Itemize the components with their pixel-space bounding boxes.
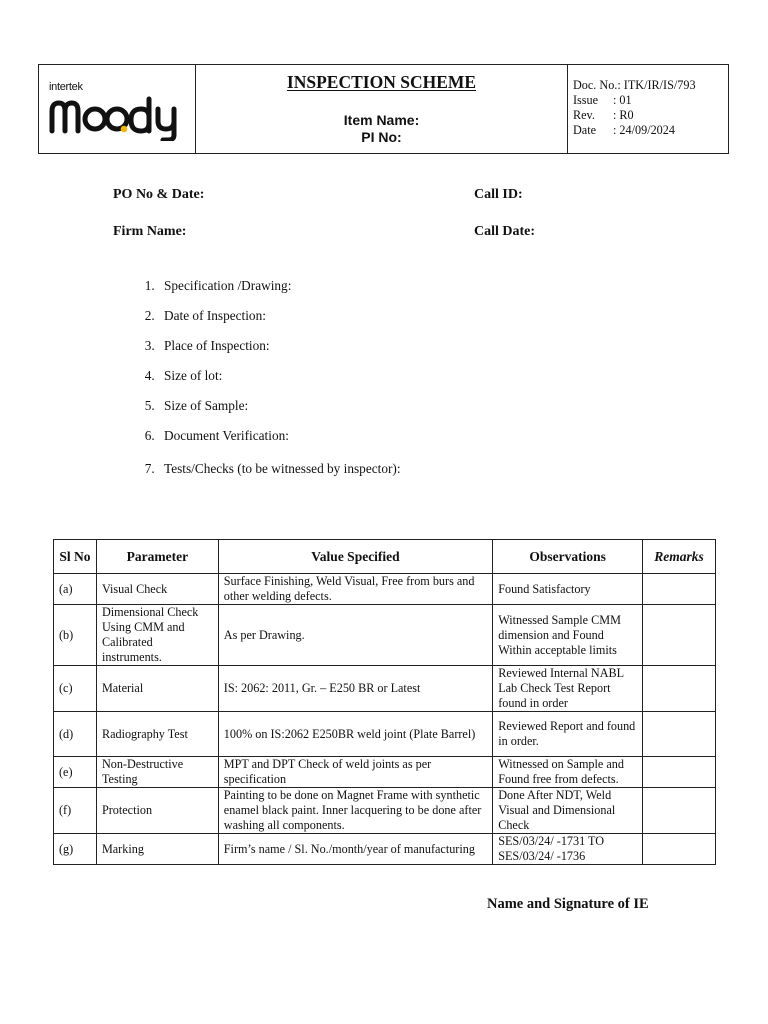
issue-key: Issue — [573, 93, 599, 107]
document-header — [38, 64, 729, 154]
cell-remarks — [643, 574, 716, 605]
cell-sl: (a) — [54, 574, 97, 605]
cell-value: MPT and DPT Check of weld joints as per specification — [218, 757, 492, 788]
col-header-parameter: Parameter — [96, 540, 218, 574]
firm-name-label: Firm Name: — [113, 224, 187, 239]
col-header-remarks: Remarks — [643, 540, 716, 574]
col-header-value-specified: Value Specified — [218, 540, 492, 574]
date-value: : 24/09/2024 — [613, 123, 675, 137]
doc-no-key: Doc. No. — [573, 78, 618, 92]
cell-parameter: Radiography Test — [96, 712, 218, 757]
cell-remarks — [643, 605, 716, 666]
cell-remarks — [643, 712, 716, 757]
pi-no-label: PI No: — [361, 129, 402, 145]
checklist-item: 5. Size of Sample: — [158, 398, 401, 428]
logo-cell — [39, 65, 196, 153]
signature-label: Name and Signature of IE — [487, 896, 649, 912]
title-cell — [196, 65, 568, 153]
cell-sl: (f) — [54, 788, 97, 834]
cell-sl: (c) — [54, 666, 97, 712]
cell-parameter: Dimensional Check Using CMM and Calibrated instruments. — [96, 605, 218, 666]
intertek-wordmark: intertek — [49, 81, 83, 93]
cell-value: 100% on IS:2062 E250BR weld joint (Plate Barrel) — [218, 712, 492, 757]
rev-key: Rev. — [573, 108, 595, 122]
table-row — [54, 605, 716, 666]
rev-row — [573, 108, 728, 123]
item-name-label: Item Name: — [343, 112, 420, 128]
checklist-item: 3. Place of Inspection: — [158, 338, 401, 368]
cell-parameter: Marking — [96, 834, 218, 865]
table-header-row — [54, 540, 716, 574]
cell-observation: Done After NDT, Weld Visual and Dimensional Check — [493, 788, 643, 834]
col-header-sl-no: Sl No — [54, 540, 97, 574]
po-no-date-label: PO No & Date: — [113, 187, 205, 202]
cell-observation: Witnessed Sample CMM dimension and Found Within acceptable limits — [493, 605, 643, 666]
page-title: INSPECTION SCHEME — [286, 72, 477, 92]
table-row — [54, 834, 716, 865]
cell-value: Firm’s name / Sl. No./month/year of manufacturing — [218, 834, 492, 865]
table-row — [54, 712, 716, 757]
table-row — [54, 788, 716, 834]
cell-sl: (b) — [54, 605, 97, 666]
date-key: Date — [573, 123, 597, 137]
table-row — [54, 666, 716, 712]
moody-logo — [48, 91, 182, 141]
cell-parameter: Protection — [96, 788, 218, 834]
cell-observation: Reviewed Internal NABL Lab Check Test Report found in order — [493, 666, 643, 712]
cell-observation: Reviewed Report and found in order. — [493, 712, 643, 757]
cell-sl: (d) — [54, 712, 97, 757]
col-header-observations: Observations — [493, 540, 643, 574]
cell-observation: Witnessed on Sample and Found free from defects. — [493, 757, 643, 788]
cell-parameter: Visual Check — [96, 574, 218, 605]
cell-parameter: Non-Destructive Testing — [96, 757, 218, 788]
table-row — [54, 574, 716, 605]
cell-value: As per Drawing. — [218, 605, 492, 666]
inspection-checklist — [110, 278, 401, 491]
cell-observation: SES/03/24/ -1731 TO SES/03/24/ -1736 — [493, 834, 643, 865]
checklist-item: 4. Size of lot: — [158, 368, 401, 398]
cell-parameter: Material — [96, 666, 218, 712]
cell-remarks — [643, 834, 716, 865]
cell-sl: (g) — [54, 834, 97, 865]
checklist-item: 1. Specification /Drawing: — [158, 278, 401, 308]
doc-info — [568, 65, 728, 153]
cell-remarks — [643, 757, 716, 788]
cell-value: IS: 2062: 2011, Gr. – E250 BR or Latest — [218, 666, 492, 712]
call-date-label: Call Date: — [474, 224, 536, 239]
cell-remarks — [643, 788, 716, 834]
cell-observation: Found Satisfactory — [493, 574, 643, 605]
table-row — [54, 757, 716, 788]
checklist-item: 6. Document Verification: — [158, 428, 401, 458]
date-row — [573, 123, 728, 138]
checklist-item: 7. Tests/Checks (to be witnessed by inspector): — [158, 461, 401, 491]
rev-value: : R0 — [613, 108, 634, 122]
doc-no-row — [573, 78, 728, 93]
checklist-item: 2. Date of Inspection: — [158, 308, 401, 338]
cell-sl: (e) — [54, 757, 97, 788]
tests-table — [53, 539, 716, 865]
issue-row — [573, 93, 728, 108]
logo-dot — [121, 126, 128, 133]
call-id-label: Call ID: — [474, 187, 523, 202]
issue-value: : 01 — [613, 93, 632, 107]
cell-remarks — [643, 666, 716, 712]
doc-no-value: : ITK/IR/IS/793 — [617, 78, 696, 92]
cell-value: Painting to be done on Magnet Frame with synthetic enamel black paint. Inner lacquering to be done after washing all components. — [218, 788, 492, 834]
cell-value: Surface Finishing, Weld Visual, Free from burs and other welding defects. — [218, 574, 492, 605]
